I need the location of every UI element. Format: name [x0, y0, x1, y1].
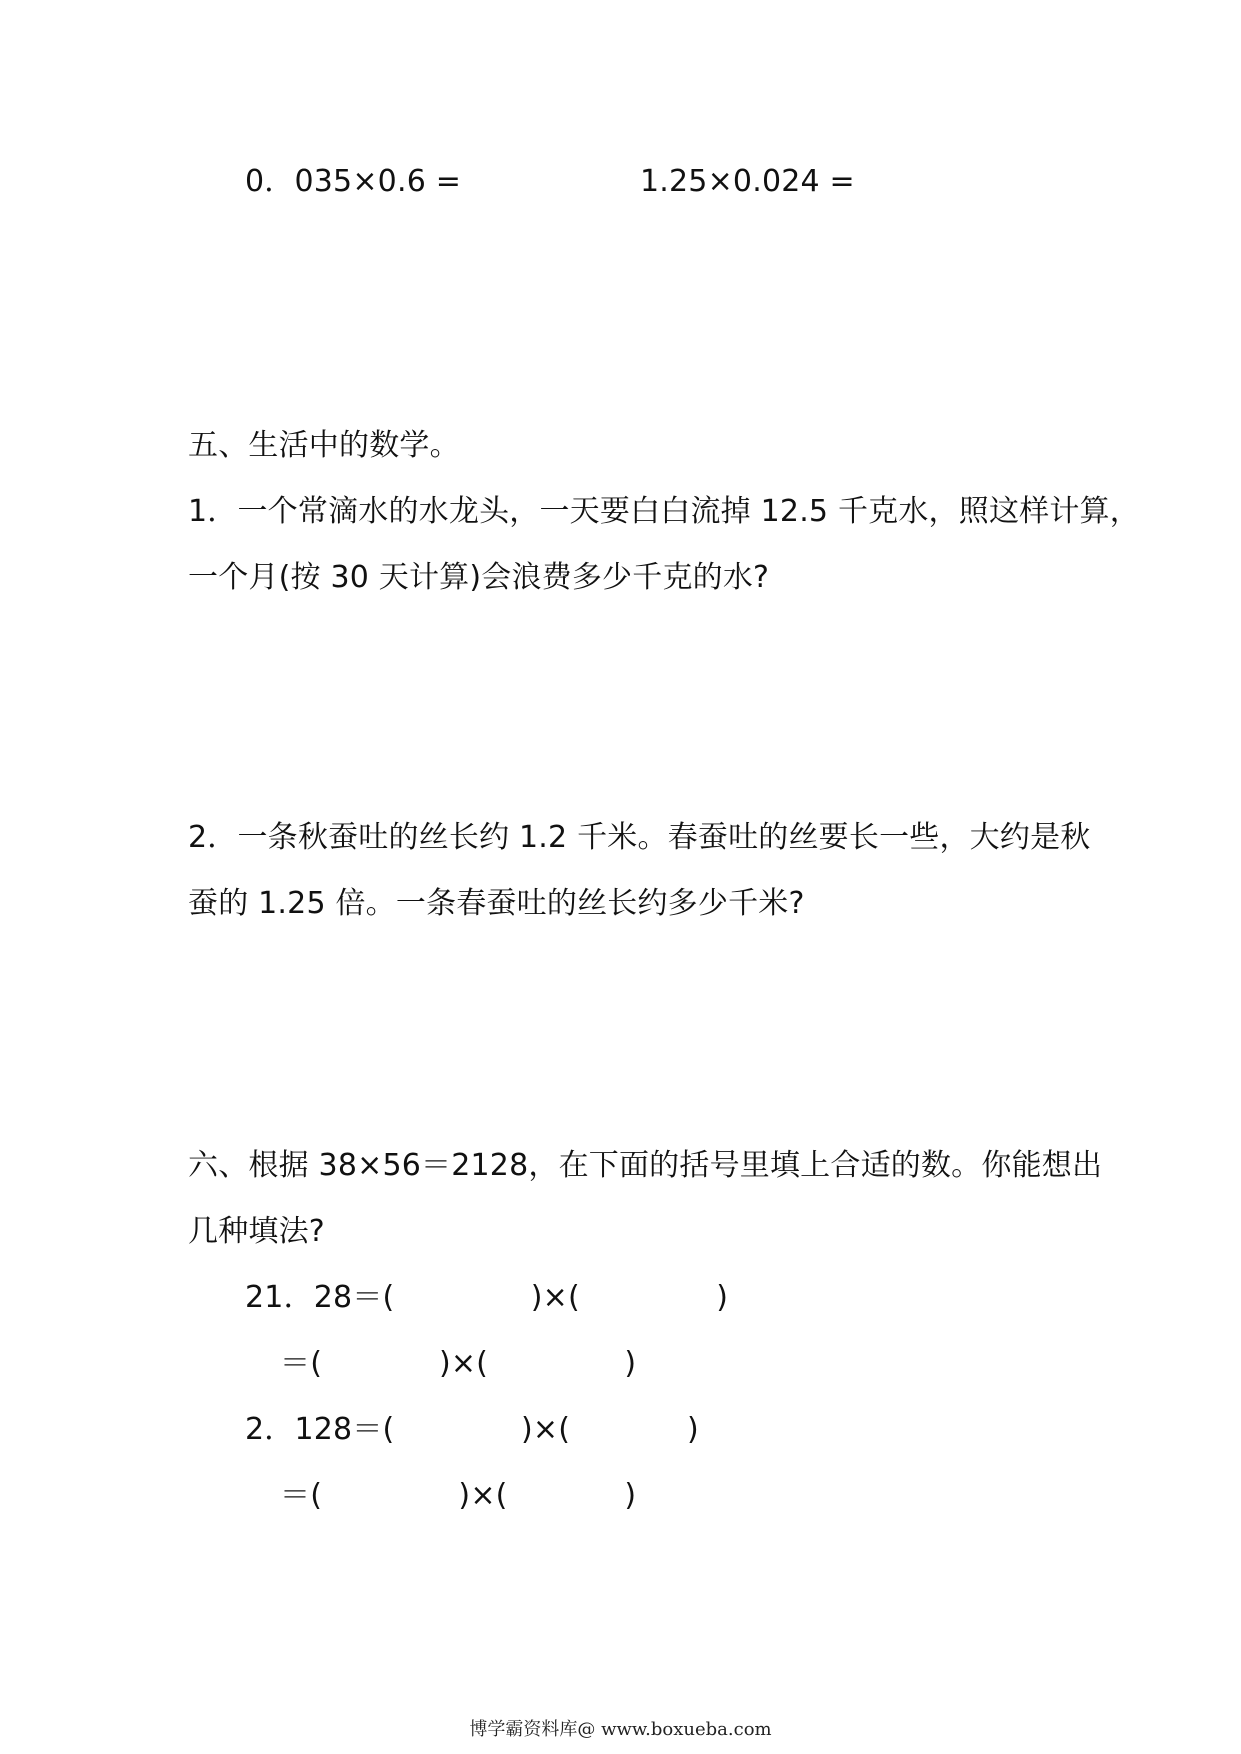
calc-item-a: 0．035×0.6 =	[245, 164, 462, 199]
fill-line-4: ＝( )×( )	[280, 1478, 637, 1513]
problem-2-line-1: 2．一条秋蚕吐的丝长约 1.2 千米。春蚕吐的丝要长一些，大约是秋	[188, 820, 1091, 855]
calc-item-b: 1.25×0.024 =	[640, 164, 855, 199]
fill-line-1: 21．28＝( )×( )	[245, 1280, 729, 1315]
problem-1-line-1: 1．一个常滴水的水龙头，一天要白白流掉 12.5 千克水，照这样计算，	[188, 494, 1140, 529]
section-six-heading-line-2: 几种填法?	[188, 1214, 325, 1249]
problem-2-line-2: 蚕的 1.25 倍。一条春蚕吐的丝长约多少千米?	[188, 886, 805, 921]
fill-line-2: ＝( )×( )	[280, 1346, 637, 1381]
footer-watermark: 博学霸资料库@ www.boxueba.com	[469, 1719, 772, 1740]
fill-line-3: 2．128＝( )×( )	[245, 1412, 699, 1447]
problem-1-line-2: 一个月(按 30 天计算)会浪费多少千克的水?	[188, 560, 770, 595]
section-six-heading-line-1: 六、根据 38×56＝2128，在下面的括号里填上合适的数。你能想出	[188, 1148, 1103, 1183]
section-five-heading: 五、生活中的数学。	[188, 428, 460, 463]
